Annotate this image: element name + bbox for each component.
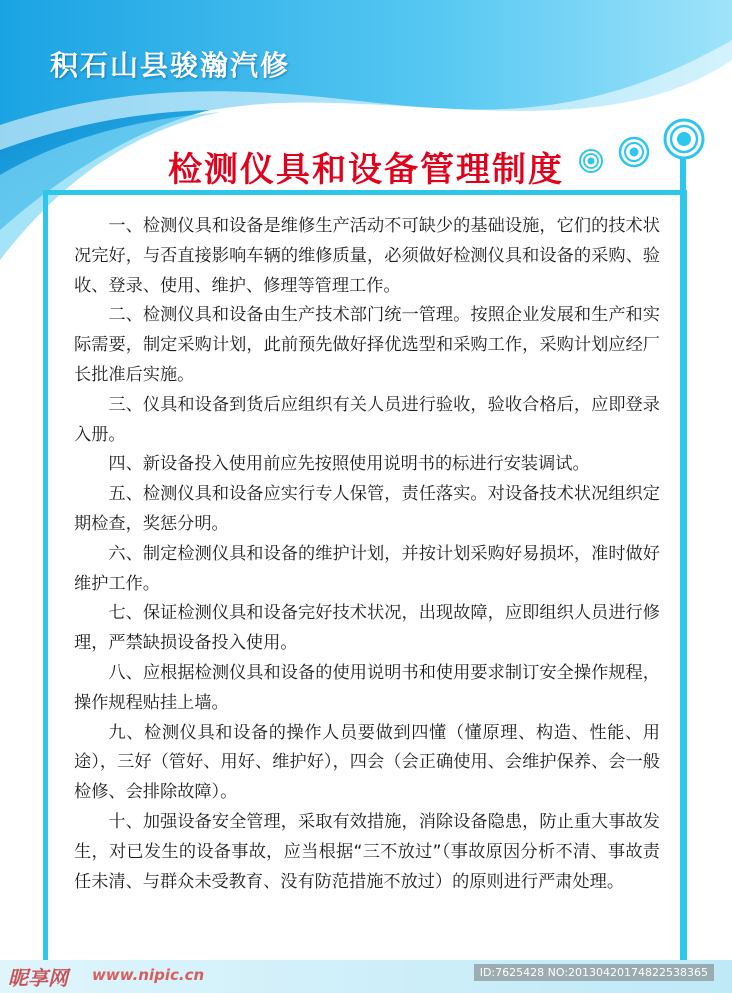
rule-paragraph-10: 十、加强设备安全管理，采取有效措施，消除设备隐患，防止重大事故发生，对已发生的设备事故，应当根据“三不放过”（事故原因分析不清、事故责任未清、与群众未受教育、没有防范措施不放过）的原则进行严肃处理。 [74, 811, 660, 892]
document-title: 检测仪具和设备管理制度 [168, 150, 564, 190]
watermark-logo: 昵享网 [8, 966, 68, 990]
rule-paragraph-6: 六、制定检测仪具和设备的维护计划，并按计划采购好易损坏，准时做好维护工作。 [74, 543, 660, 594]
rule-paragraph-7: 七、保证检测仪具和设备完好技术状况，出现故障，应即组织人员进行修理，严禁缺损设备投入使用。 [74, 603, 660, 654]
rule-paragraph-1: 一、检测仪具和设备是维修生产活动不可缺少的基础设施，它们的技术状况完好，与否直接影响车辆的维修质量，必须做好检测仪具和设备的采购、验收、登录、使用、维护、修理等管理工作。 [74, 216, 660, 296]
document-body [74, 212, 660, 897]
watermark-site-url: www.nipic.cn [92, 966, 205, 984]
image-id-label: ID:7625428 NO:20130420174822538365 [474, 964, 714, 981]
rule-paragraph-9: 九、检测仪具和设备的操作人员要做到四懂（懂原理、构造、性能、用途），三好（管好、用好、维护好），四会（会正确使用、会维护保养、会一般检修、会排除故障）。 [74, 722, 660, 803]
company-name: 积石山县骏瀚汽修 [50, 49, 291, 82]
rule-paragraph-5: 五、检测仪具和设备应实行专人保管，责任落实。对设备技术状况组织定期检查，奖惩分明。 [74, 484, 660, 534]
rule-paragraph-3: 三、仪具和设备到货后应组织有关人员进行验收，验收合格后，应即登录入册。 [74, 394, 660, 445]
rule-paragraph-8: 八、应根据检测仪具和设备的使用说明书和使用要求制订安全操作规程，操作规程贴挂上墙。 [74, 662, 660, 713]
rule-paragraph-4: 四、新设备投入使用前应先按照使用说明书的标进行安装调试。 [108, 454, 590, 475]
rule-paragraph-2: 二、检测仪具和设备由生产技术部门统一管理。按照企业发展和生产和实际需要，制定采购计划，此前预先做好择优选型和采购工作，采购计划应经厂长批准后实施。 [74, 305, 660, 385]
